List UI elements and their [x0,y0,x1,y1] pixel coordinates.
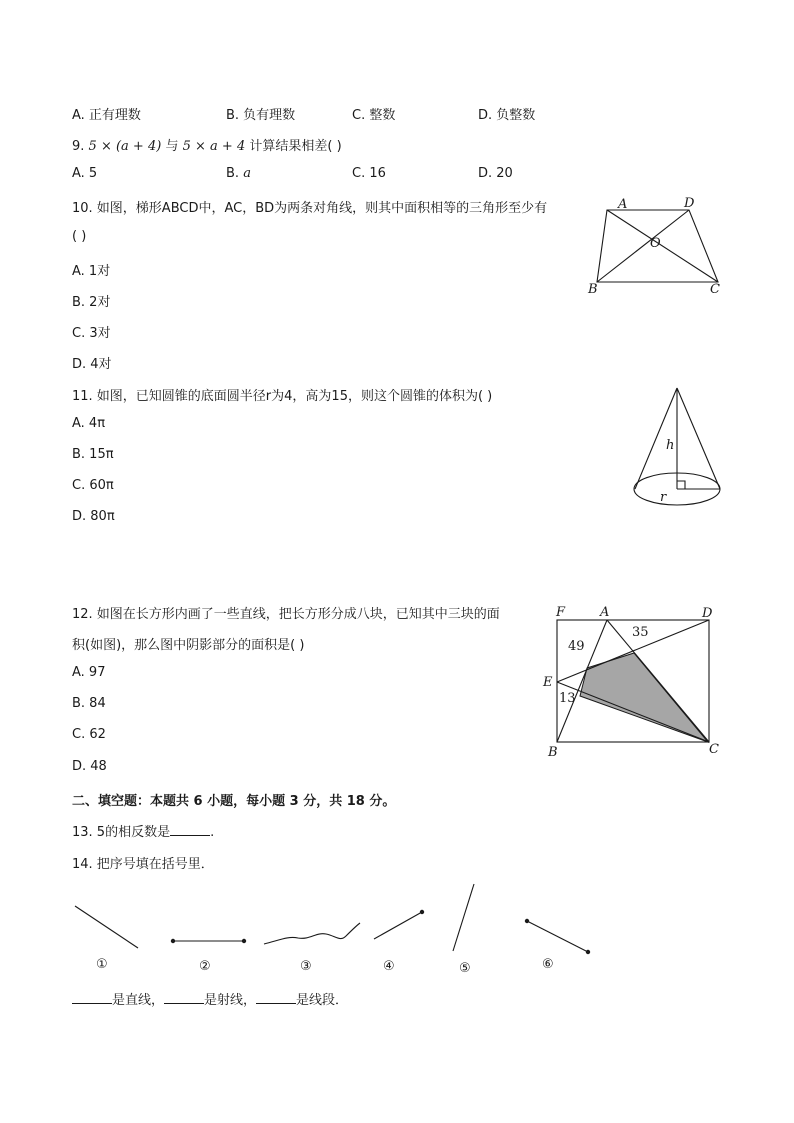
cone-figure [628,382,728,514]
q14-answer-text-2: 是射线， [204,993,257,1008]
figure-6-segment [527,921,588,952]
figure-mark-5: ⑤ [459,961,471,976]
vertex-label-d: D [684,196,695,211]
q12-option-d: D. 48 [72,759,107,774]
q14-blank-lines[interactable] [72,991,112,1004]
figure-mark-3: ③ [300,959,312,974]
q11-stem: 11. 如图，已知圆锥的底面圆半径r为4，高为15，则这个圆锥的体积为( ) [72,389,493,404]
figure-5-line [453,884,474,951]
rectangle-figure [540,600,730,762]
vertex-label-a: A [618,197,628,212]
q13-suffix: . [210,825,215,840]
q9-option-b-letter: B. [226,166,240,181]
q11-option-a: A. 4π [72,416,106,431]
radius-label: r [660,490,667,505]
q8-option-a: A. 正有理数 [72,108,141,123]
right-angle-mark [677,481,685,489]
q9-expression-2: 5 × a + 4 [182,139,246,154]
shaded-region [580,653,708,742]
q9-option-d: D. 20 [478,166,513,181]
q13-stem [72,821,214,840]
vertex-label-b: B [548,745,558,760]
q11-option-c: C. 60π [72,478,114,493]
endpoint-dot [586,950,590,954]
q8-option-d: D. 负整数 [478,108,536,123]
q9-stem [72,135,342,154]
vertex-label-e: E [543,675,553,690]
vertex-label-a: A [600,605,610,620]
q11-option-d: D. 80π [72,509,115,524]
q8-option-b: B. 负有理数 [226,108,296,123]
q10-stem-line2: ( ) [72,229,87,244]
q9-option-c: C. 16 [352,166,386,181]
q9-option-b [226,166,251,181]
area-label-13: 13 [559,691,576,706]
diagonal-bd [597,210,689,282]
vertex-label-b: B [588,282,598,297]
figure-3-curve [264,923,360,944]
q14-answer-text-1: 是直线， [112,993,165,1008]
figure-mark-6: ⑥ [542,957,554,972]
area-label-35: 35 [632,625,649,640]
q12-option-b: B. 84 [72,696,106,711]
q10-option-b: B. 2对 [72,295,111,310]
area-label-49: 49 [568,639,585,654]
endpoint-dot [242,939,246,943]
q10-option-a: A. 1对 [72,264,111,279]
height-label: h [666,438,675,453]
vertex-label-o: O [650,236,661,251]
cone-side-right [677,388,720,489]
vertex-label-d: D [702,606,713,621]
q13-answer-blank[interactable] [170,823,210,836]
vertex-label-c: C [709,742,719,757]
section-heading: 二、填空题：本题共 6 小题，每小题 3 分，共 18 分。 [72,794,396,809]
q8-option-c: C. 整数 [352,108,396,123]
figure-mark-2: ② [199,959,211,974]
q10-option-d: D. 4对 [72,357,112,372]
figure-mark-4: ④ [383,959,395,974]
q14-blank-segments[interactable] [256,991,296,1004]
q10-stem-line1: 10. 如图，梯形ABCD中，AC，BD为两条对角线，则其中面积相等的三角形至少有 [72,201,548,216]
endpoint-dot [525,919,529,923]
q9-expression-1: 5 × (a + 4) [88,139,162,154]
figure-mark-1: ① [96,957,108,972]
diagonal-ac [607,210,718,282]
figure-1-straight-line [75,906,138,948]
q9-number: 9. [72,139,85,154]
q12-stem-line1: 12. 如图在长方形内画了一些直线，把长方形分成八块，已知其中三块的面 [72,607,500,622]
q14-blank-rays[interactable] [164,991,204,1004]
q12-stem-line2: 积(如图)，那么图中阴影部分的面积是( ) [72,638,305,653]
q9-option-a: A. 5 [72,166,98,181]
q9-connector: 与 [165,139,179,154]
trapezoid-figure [580,192,730,302]
q9-tail: 计算结果相差( ) [249,139,342,154]
q10-option-c: C. 3对 [72,326,111,341]
line-types-figure [70,878,610,978]
q14-answer-text-3: 是线段． [296,993,349,1008]
q13-prefix: 13. 5的相反数是 [72,825,171,840]
vertex-label-c: C [710,282,720,297]
endpoint-dot [420,910,424,914]
q14-stem: 14. 把序号填在括号里． [72,857,214,872]
q14-answer-line [72,989,348,1008]
q11-option-b: B. 15π [72,447,114,462]
q12-option-c: C. 62 [72,727,106,742]
endpoint-dot [171,939,175,943]
vertex-label-f: F [556,605,566,620]
q9-option-b-value: a [243,166,251,181]
figure-4-ray [374,912,422,939]
q12-option-a: A. 97 [72,665,106,680]
